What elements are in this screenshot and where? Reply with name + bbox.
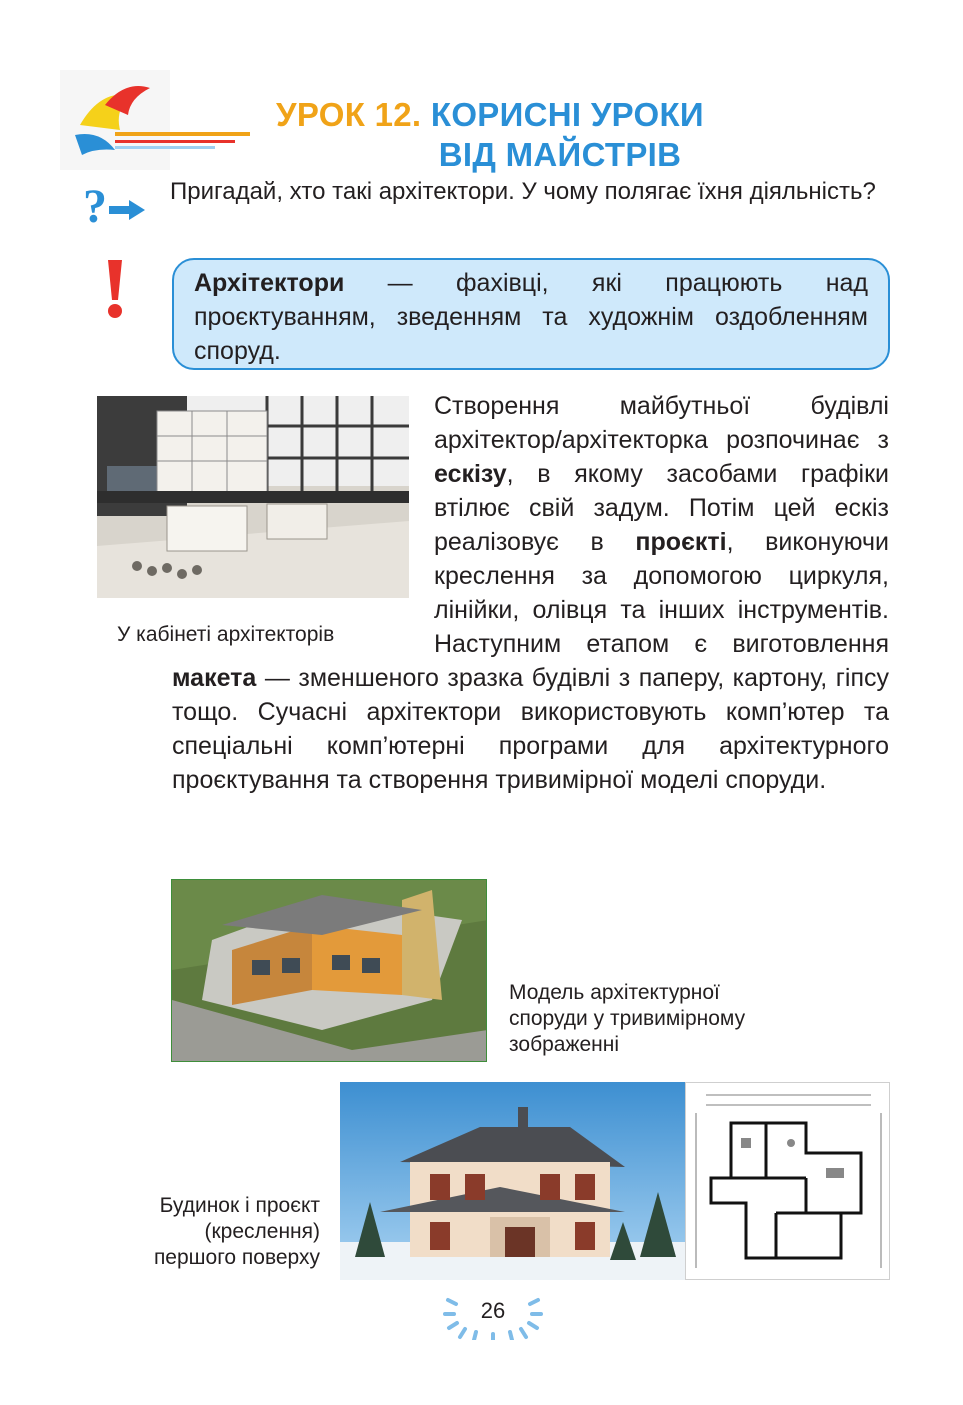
house-photo — [340, 1082, 685, 1280]
question-arrow-icon — [83, 180, 148, 230]
main-text-part1: Створення майбутньої будівлі архітектор/архітекторка розпочинає з — [434, 392, 889, 454]
lesson-logo — [60, 70, 250, 170]
lesson-title-line1 — [230, 95, 750, 135]
main-text-part4: — зменшеного зразка будівлі з паперу, картону, гіпсу тощо. Сучасні архітектори використовують комп’ютер та спеціальні комп’ютерні програми для архітектурного проєктування та створення тривимірної моделі споруди. — [172, 664, 889, 794]
definition-text — [194, 266, 868, 368]
lesson-title-line1-text: КОРИСНІ УРОКИ — [430, 96, 704, 133]
definition-body: — фахівці, які працюють над проєктуванням, зведенням та художнім оздобленням споруд. — [194, 269, 868, 365]
lesson-number: УРОК 12. — [276, 96, 422, 133]
exclamation-icon — [100, 258, 130, 320]
definition-term: Архітектори — [194, 269, 345, 297]
term-project: проєкті — [635, 528, 727, 556]
house-caption-line3: першого поверху — [153, 1246, 320, 1269]
3d-model-caption-line2: споруди у тривимірному — [509, 1007, 746, 1030]
3d-model-caption — [509, 980, 849, 1058]
3d-model-caption-line3: зображенні — [509, 1033, 620, 1056]
office-photo-caption: У кабінеті архітекторів — [117, 623, 335, 646]
main-text-float-spacer — [172, 389, 434, 661]
3d-model-caption-line1: Модель архітектурної — [509, 981, 720, 1004]
page-number: 26 — [480, 1298, 506, 1323]
question-text: Пригадай, хто такі архітектори. У чому полягає їхня діяльність? — [170, 178, 876, 205]
main-text — [172, 389, 889, 797]
term-model: макета — [172, 664, 257, 692]
definition-box — [172, 258, 890, 370]
house-caption-line1: Будинок і проєкт — [159, 1194, 320, 1217]
3d-model-image — [171, 879, 487, 1062]
page-number-badge — [438, 1290, 548, 1340]
svg-text:?: ? — [83, 180, 107, 230]
term-sketch: ескізу — [434, 460, 507, 488]
lesson-title-line2: ВІД МАЙСТРІВ — [438, 136, 682, 173]
main-text-part2: , в якому засобами графіки втілює свій задум. Потім цей ескіз реалізовує в — [434, 460, 889, 556]
main-text-part3: , виконуючи креслення за допомогою циркуля, лінійки, олівця та інших інструментів. Наступним етапом є виготовлення — [434, 528, 889, 658]
lesson-title — [230, 95, 750, 175]
house-caption-line2: (креслення) — [204, 1220, 320, 1243]
house-caption — [80, 1193, 320, 1271]
floor-plan-drawing — [685, 1082, 890, 1280]
